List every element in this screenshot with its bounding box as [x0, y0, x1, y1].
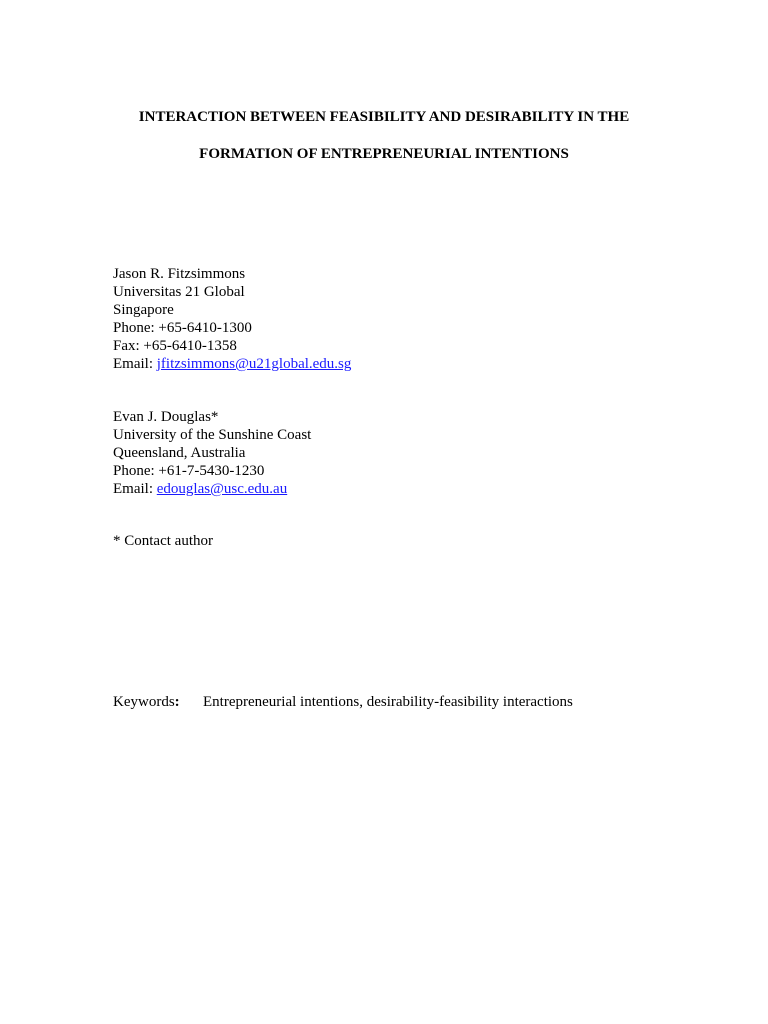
keywords-label-text: Keywords [113, 694, 175, 710]
author-location: Queensland, Australia [113, 445, 246, 461]
author-fax: Fax: +65-6410-1358 [113, 338, 237, 354]
author-email-line [113, 355, 351, 373]
contact-author-note: * Contact author [113, 533, 213, 549]
keywords-line [113, 693, 573, 711]
keywords-label [113, 693, 203, 711]
paper-title-line-1: INTERACTION BETWEEN FEASIBILITY AND DESIRABILITY IN THE [138, 109, 630, 125]
author-name: Jason R. Fitzsimmons [113, 266, 246, 282]
author-email-link[interactable]: jfitzsimmons@u21global.edu.sg [156, 356, 352, 372]
author-email-link[interactable]: edouglas@usc.edu.au [156, 481, 288, 497]
author-block-2 [113, 408, 311, 498]
author-affiliation: Universitas 21 Global [113, 284, 245, 300]
author-phone: Phone: +65-6410-1300 [113, 320, 252, 336]
author-phone: Phone: +61-7-5430-1230 [113, 463, 265, 479]
keywords-text: Entrepreneurial intentions, desirability-feasibility interactions [203, 694, 573, 710]
paper-title-line-2: FORMATION OF ENTREPRENEURIAL INTENTIONS [199, 146, 569, 162]
author-location: Singapore [113, 302, 174, 318]
author-email-line [113, 480, 311, 498]
author-name: Evan J. Douglas* [113, 409, 219, 425]
author-block-1 [113, 265, 351, 373]
email-label: Email: [113, 356, 157, 372]
email-label: Email: [113, 481, 157, 497]
author-affiliation: University of the Sunshine Coast [113, 427, 312, 443]
keywords-colon: : [174, 694, 180, 710]
